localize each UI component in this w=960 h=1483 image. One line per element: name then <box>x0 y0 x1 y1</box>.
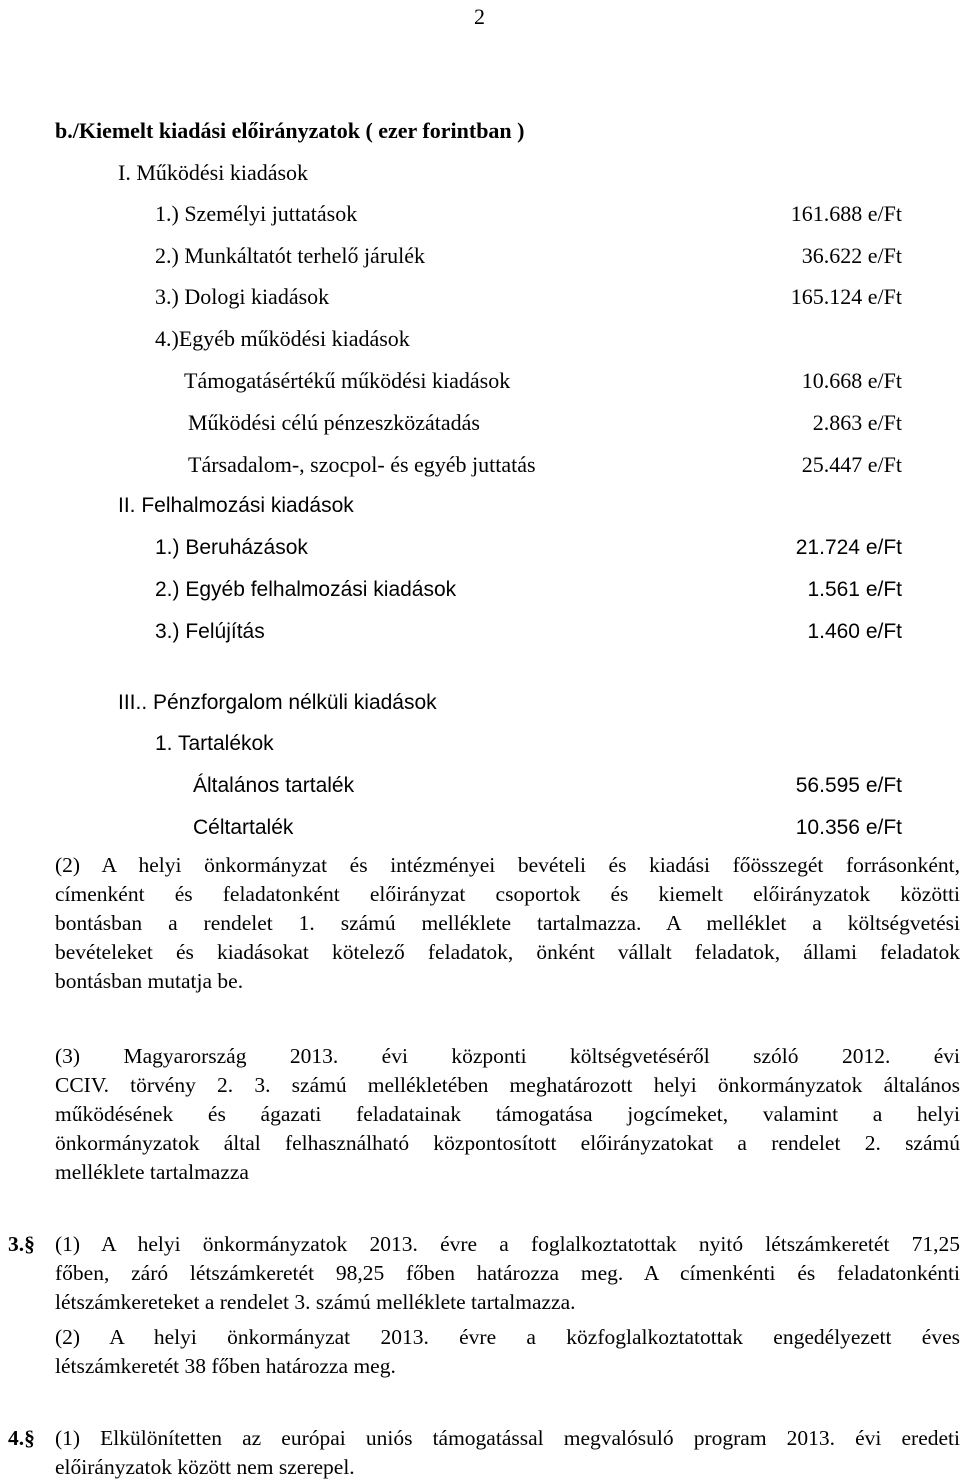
item-value: 2.863 e/Ft <box>812 410 902 435</box>
item-label: III.. Pénzforgalom nélküli kiadások <box>118 691 437 714</box>
item-label: 4.)Egyéb működési kiadások <box>155 326 410 351</box>
paragraph-line: CCIV. törvény 2. 3. számú mellékletében meghatározott helyi önkormányzatok általános <box>55 1073 960 1097</box>
item-label: 3.) Felújítás <box>155 620 265 643</box>
paragraph-line: bontásban mutatja be. <box>55 969 244 993</box>
paragraph-line: (1) A helyi önkormányzatok 2013. évre a foglalkoztatottak nyitó létszámkeretét 71,25 <box>55 1232 960 1256</box>
item-value: 161.688 e/Ft <box>790 201 902 226</box>
paragraph-line: (2) A helyi önkormányzat és intézményei bevételi és kiadási főösszegét forrásonként, <box>55 853 960 877</box>
item-label: Támogatásértékű működési kiadások <box>184 368 511 393</box>
page-number: 2 <box>474 4 485 29</box>
item-value: 25.447 e/Ft <box>801 452 902 477</box>
paragraph-3 <box>55 1042 960 1187</box>
item-value: 21.724 e/Ft <box>795 536 902 559</box>
paragraph-line: előirányzatok között nem szerepel. <box>55 1455 355 1479</box>
item-label: 1.) Személyi juttatások <box>155 201 358 226</box>
section-4-paragraph-1 <box>55 1424 960 1482</box>
paragraph-2 <box>55 851 960 996</box>
item-label: II. Felhalmozási kiadások <box>118 494 354 517</box>
item-label: Céltartalék <box>193 816 294 839</box>
item-label: Társadalom-, szocpol- és egyéb juttatás <box>188 452 536 477</box>
paragraph-line: (1) Elkülönítetten az európai uniós támogatással megvalósuló program 2013. évi eredeti <box>55 1426 960 1450</box>
item-value: 36.622 e/Ft <box>801 243 902 268</box>
item-value: 1.460 e/Ft <box>807 620 902 643</box>
paragraph-line: főben, záró létszámkeretét 98,25 főben határozza meg. A címenkénti és feladatonkénti <box>55 1261 960 1285</box>
section-3-paragraph-1 <box>55 1230 960 1317</box>
item-value: 56.595 e/Ft <box>795 774 902 797</box>
item-label: 1. Tartalékok <box>155 732 274 755</box>
paragraph-line: (2) A helyi önkormányzat 2013. évre a közfoglalkoztatottak engedélyezett éves <box>55 1325 960 1349</box>
paragraph-line: létszámkeretét 38 főben határozza meg. <box>55 1354 396 1378</box>
item-value: 165.124 e/Ft <box>790 284 902 309</box>
paragraph-line: önkormányzatok által felhasználható központosított előirányzatokat a rendelet 2. számú <box>55 1131 960 1155</box>
section-3-paragraph-2 <box>55 1323 960 1381</box>
paragraph-line: működésének és ágazati feladatainak támogatása jogcímeket, valamint a helyi <box>55 1102 960 1126</box>
section-title: b./Kiemelt kiadási előirányzatok ( ezer forintban ) <box>55 118 525 143</box>
paragraph-line: bontásban a rendelet 1. számú melléklete tartalmazza. A melléklet a költségvetési <box>55 911 960 935</box>
item-label: Általános tartalék <box>193 774 355 797</box>
item-value: 10.668 e/Ft <box>801 368 902 393</box>
paragraph-line: létszámkereteket a rendelet 3. számú melléklete tartalmazza. <box>55 1290 576 1314</box>
item-label: 1.) Beruházások <box>155 536 308 559</box>
item-value: 10.356 e/Ft <box>795 816 902 839</box>
item-label: 3.) Dologi kiadások <box>155 284 330 309</box>
item-label: I. Működési kiadások <box>118 160 309 185</box>
item-label: 2.) Egyéb felhalmozási kiadások <box>155 578 457 601</box>
section-3-number: 3.§ <box>8 1232 35 1256</box>
item-label: Működési célú pénzeszközátadás <box>188 410 480 435</box>
item-label: 2.) Munkáltatót terhelő járulék <box>155 243 426 268</box>
paragraph-line: címenként és feladatonként előirányzat csoportok és kiemelt előirányzatok közötti <box>55 882 960 906</box>
paragraph-line: (3) Magyarország 2013. évi központi költségvetéséről szóló 2012. évi <box>55 1044 960 1068</box>
paragraph-line: melléklete tartalmazza <box>55 1160 249 1184</box>
section-4-number: 4.§ <box>8 1426 35 1450</box>
item-value: 1.561 e/Ft <box>807 578 902 601</box>
paragraph-line: bevételeket és kiadásokat kötelező feladatok, önként vállalt feladatok, állami feladatok <box>55 940 960 964</box>
